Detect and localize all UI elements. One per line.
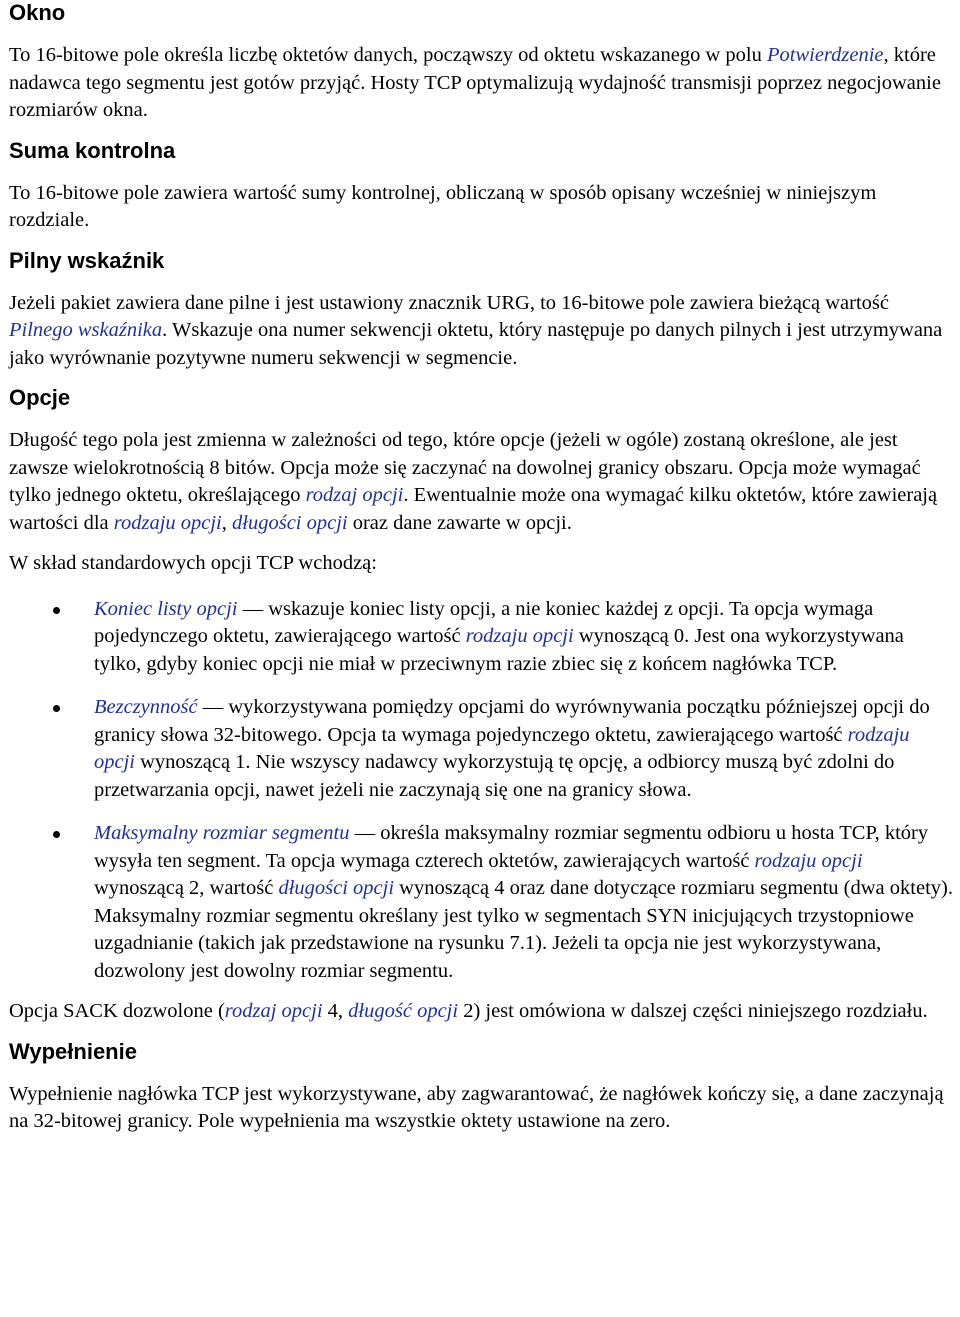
term-maksymalny-rozmiar-segmentu: Maksymalny rozmiar segmentu (94, 822, 350, 844)
paragraph-opcje-standard: W skład standardowych opcji TCP wchodzą: (9, 552, 377, 574)
paragraph-opcje-intro: Długość tego pola jest zmienna w zależności od tego, które opcje (jeżeli w ogóle) zostaną określone, ale jest zawsze wielokrotnością 8 bitów. Opcja może się zaczynać na dowolnej granicy obszaru. Opcja może wymagać tylko jednego oktetu, określającego rodzaj opcji. Ewentualnie może ona wymagać kilku oktetów, które zawierają wartości dla rodzaju opcji, długości opcji oraz dane zawarte w opcji. (9, 429, 938, 534)
list-item: Maksymalny rozmiar segmentu — określa maksymalny rozmiar segmentu odbioru u hosta TCP, który wysyła ten segment. Ta opcja wymaga czterech oktetów, zawierających wartość rodzaju opcji wynoszącą 2, wartość długości opcji wynoszącą 4 oraz dane dotyczące rozmiaru segmentu (dwa oktety). Maksymalny rozmiar segmentu określany jest tylko w segmentach SYN inicjujących trzystopniowe uzgadnianie (takich jak przedstawione na rysunku 7.1). Jeżeli ta opcja nie jest wykorzystywana, dozwolony jest dowolny rozmiar segmentu. (9, 820, 955, 985)
document-page (9, 0, 955, 1136)
term-rodzaju-opcji: rodzaju opcji (94, 723, 910, 773)
term-pilny-wskaznik: Pilnego wskaźnika (9, 319, 163, 341)
paragraph-suma-kontrolna: To 16-bitowe pole zawiera wartość sumy kontrolnej, obliczaną w sposób opisany wcześniej w niniejszym rozdziale. (9, 181, 877, 231)
term-rodzaj-opcji: rodzaj opcji (305, 484, 404, 506)
bullet-icon (53, 831, 60, 838)
heading-okno: Okno (9, 0, 66, 25)
heading-opcje: Opcje (9, 385, 71, 410)
term-potwierdzenie: Potwierdzenie (766, 44, 884, 66)
list-item: Koniec listy opcji — wskazuje koniec listy opcji, a nie koniec każdej z opcji. Ta opcja wymaga pojedynczego oktetu, zawierającego wartość rodzaju opcji wynoszącą 0. Jest ona wykorzystywana tylko, gdyby koniec opcji nie miał w przeciwnym razie zbiec się z końcem nagłówka TCP. (9, 596, 955, 679)
term-koniec-listy-opcji: Koniec listy opcji (94, 597, 238, 620)
heading-wypelnienie: Wypełnienie (9, 1038, 137, 1064)
heading-suma-kontrolna: Suma kontrolna (9, 137, 176, 163)
term-rodzaju-opcji: rodzaju opcji (465, 625, 574, 647)
term-dlugosci-opcji: długości opcji (232, 511, 348, 534)
term-rodzaju-opcji: rodzaju opcji (754, 849, 863, 872)
options-list (9, 596, 955, 986)
bullet-icon (53, 607, 60, 614)
paragraph-sack: Opcja SACK dozwolone (rodzaj opcji 4, długość opcji 2) jest omówiona w dalszej części niniejszego rozdziału. (9, 1000, 928, 1022)
bullet-icon (53, 705, 60, 712)
term-bezczynnosc: Bezczynność (94, 696, 198, 718)
term-dlugosc-opcji: długość opcji (348, 1000, 459, 1022)
list-item: Bezczynność — wykorzystywana pomiędzy opcjami do wyrównywania początku późniejszej opcji do granicy słowa 32-bitowego. Opcja ta wymaga pojedynczego oktetu, zawierającego wartość rodzaju opcji wynoszącą 1. Nie wszyscy nadawcy wykorzystują tę opcję, a odbiorcy muszą być zdolni do przetwarzania opcji, nawet jeżeli nie zaczynają się one na granicy słowa. (9, 694, 955, 804)
paragraph-pilny-wskaznik: Jeżeli pakiet zawiera dane pilne i jest ustawiony znacznik URG, to 16-bitowe pole zawiera bieżącą wartość Pilnego wskaźnika. Wskazuje ona numer sekwencji oktetu, który następuje po danych pilnych i jest utrzymywana jako wyrównanie pozytywne numeru sekwencji w segmencie. (9, 291, 943, 369)
term-dlugosci-opcji: długości opcji (278, 877, 395, 899)
heading-pilny-wskaznik: Pilny wskaźnik (9, 247, 165, 273)
term-rodzaj-opcji: rodzaj opcji (224, 1000, 323, 1022)
paragraph-wypelnienie: Wypełnienie nagłówka TCP jest wykorzystywane, aby zagwarantować, że nagłówek kończy się, a dane zaczynają na 32-bitowej granicy. Pole wypełnienia ma wszystkie oktety ustawione na zero. (9, 1082, 944, 1132)
term-rodzaju-opcji: rodzaju opcji (113, 511, 222, 534)
paragraph-okno: To 16-bitowe pole określa liczbę oktetów danych, począwszy od oktetu wskazanego w polu Potwierdzenie, które nadawca tego segmentu jest gotów przyjąć. Hosty TCP optymalizują wydajność transmisji poprzez negocjowanie rozmiarów okna. (9, 44, 941, 121)
